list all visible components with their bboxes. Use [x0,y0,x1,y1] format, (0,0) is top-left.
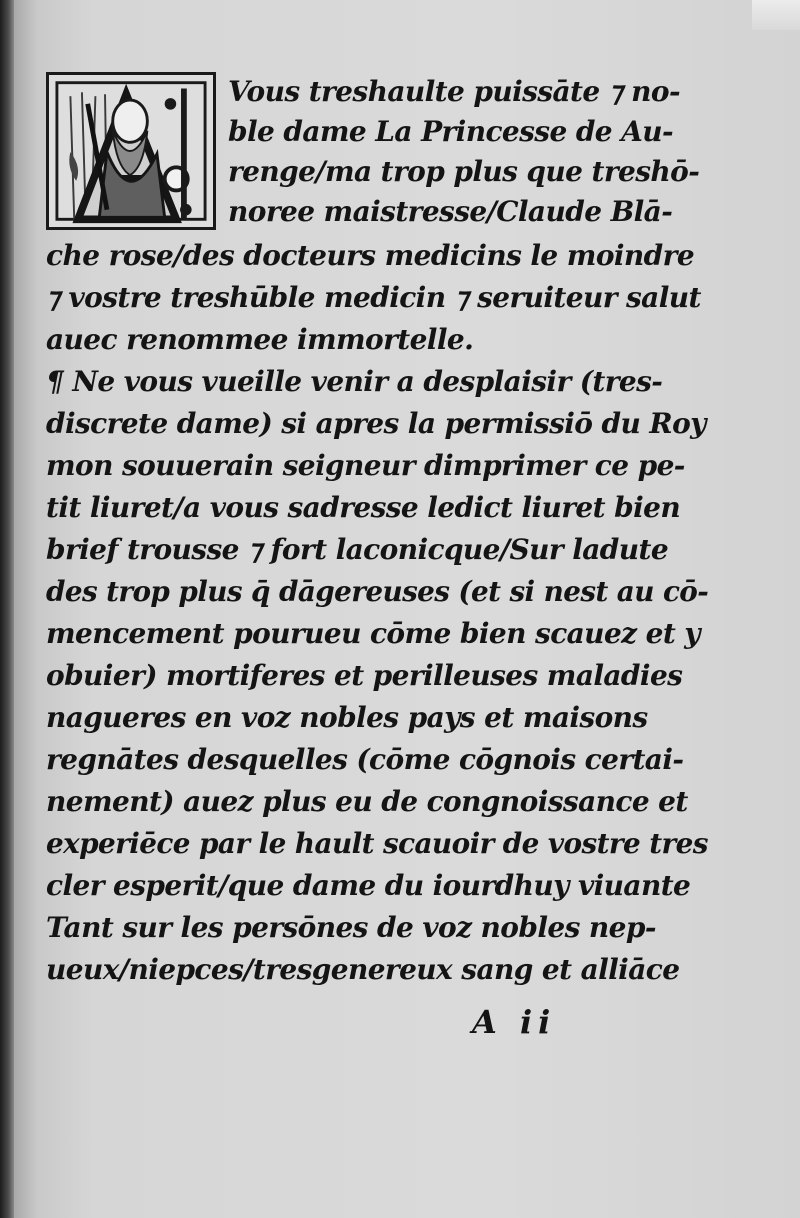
text-line-20: cler esperit/que dame du iourdhuy viuante [46,869,691,902]
text-line-17: regnātes desquelles (cōme cōgnois certai- [46,743,684,776]
text-line-4: noree maistresse/Claude Blā- [228,195,673,228]
text-line-14: mencement pourueu cōme bien scauez et y [46,617,700,650]
text-line-10: mon souuerain seigneur dimprimer ce pe- [46,449,685,482]
text-line-6: ⁊ vostre treshūble medicin ⁊ seruiteur salut [46,281,701,314]
text-line-5: che rose/des docteurs medicins le moindre [46,239,695,272]
woodcut-initial [46,72,216,230]
text-line-2: ble dame La Princesse de Au- [228,115,674,148]
adjacent-page-edge [752,0,800,30]
text-line-12: brief trousse ⁊ fort laconicque/Sur ladute [46,533,669,566]
signature-mark: A ii [472,1003,557,1041]
text-line-3: renge/ma trop plus que treshō- [228,155,700,188]
text-line-22: ueux/niepces/tresgenereux sang et alliāce [46,953,680,986]
text-line-19: experiēce par le hault scauoir de vostre tres [46,827,708,860]
text-line-7: auec renommee immortelle. [46,323,474,356]
text-line-16: nagueres en voz nobles pays et maisons [46,701,648,734]
text-line-1: Vous treshaulte puissāte ⁊ no- [228,75,681,108]
book-gutter [0,0,14,1218]
woodcut-initial-image [49,75,213,227]
text-line-15: obuier) mortiferes et perilleuses maladies [46,659,683,692]
text-line-21: Tant sur les persōnes de voz nobles nep- [46,911,656,944]
text-line-9: discrete dame) si apres la permissiō du Roy [46,407,706,440]
text-line-8: ¶ Ne vous vueille venir a desplaisir (tres- [46,365,663,398]
text-line-11: tit liuret/a vous sadresse ledict liuret bien [46,491,681,524]
text-line-13: des trop plus q̄ dāgereuses (et si nest au cō- [46,575,709,608]
text-line-18: nement) auez plus eu de congnoissance et [46,785,688,818]
